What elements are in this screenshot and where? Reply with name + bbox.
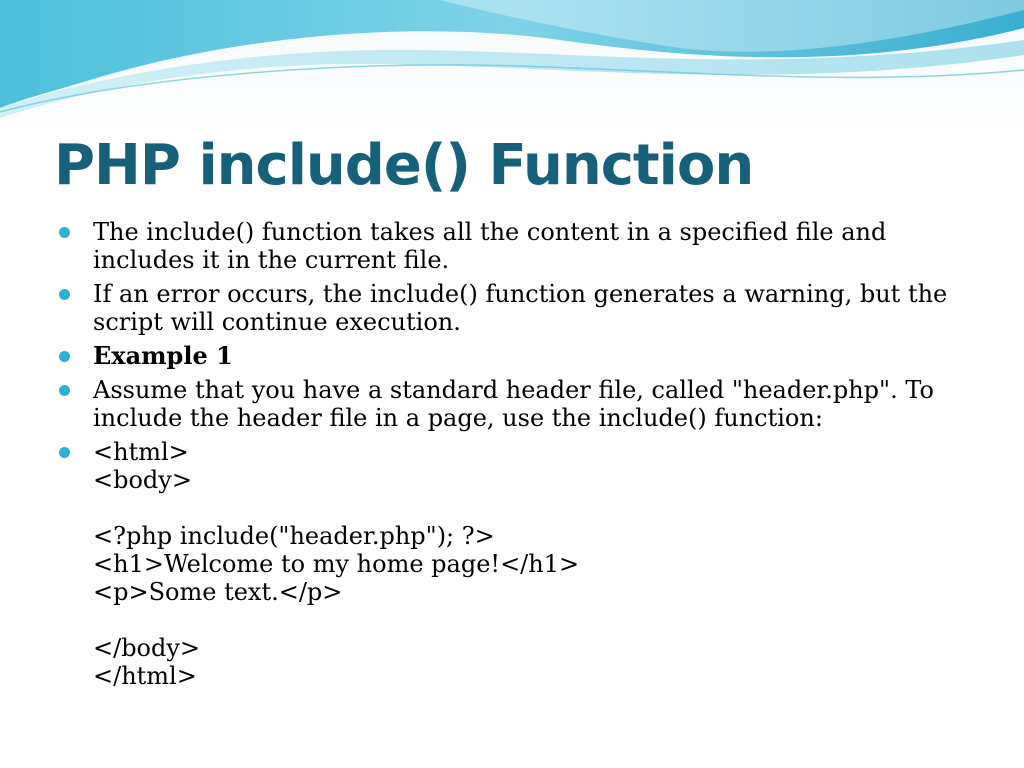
bullet-text: If an error occurs, the include() function generates a warning, but the script will continue execution. (93, 280, 948, 336)
bullet-dot-icon (59, 227, 70, 238)
bullet-item (56, 342, 956, 370)
example-heading: Example 1 (93, 341, 233, 370)
bullet-dot-icon (59, 447, 70, 458)
code-block (93, 438, 956, 690)
bullet-item (56, 280, 956, 336)
bullet-dot-icon (59, 289, 70, 300)
code-line (93, 494, 956, 522)
bullet-dot-icon (59, 351, 70, 362)
bullet-text: The include() function takes all the content in a specified file and includes it in the current file. (93, 218, 887, 274)
bullet-item (56, 218, 956, 274)
bullet-list (56, 218, 956, 696)
bullet-text: Assume that you have a standard header file, called "header.php". To include the header file in a page, use the include() function: (93, 376, 934, 432)
code-line: </html> (93, 662, 197, 690)
code-line: <p>Some text.</p> (93, 578, 343, 606)
header-wave-decoration (0, 0, 1024, 130)
code-line: </body> (93, 634, 201, 662)
code-example-item (56, 438, 956, 690)
code-line (93, 606, 956, 634)
code-line: <body> (93, 466, 192, 494)
bullet-item (56, 376, 956, 432)
slide-title: PHP include() Function (54, 133, 754, 198)
code-line: <h1>Welcome to my home page!</h1> (93, 550, 580, 578)
code-line: <html> (93, 438, 189, 466)
bullet-dot-icon (59, 385, 70, 396)
code-line: <?php include("header.php"); ?> (93, 522, 495, 550)
